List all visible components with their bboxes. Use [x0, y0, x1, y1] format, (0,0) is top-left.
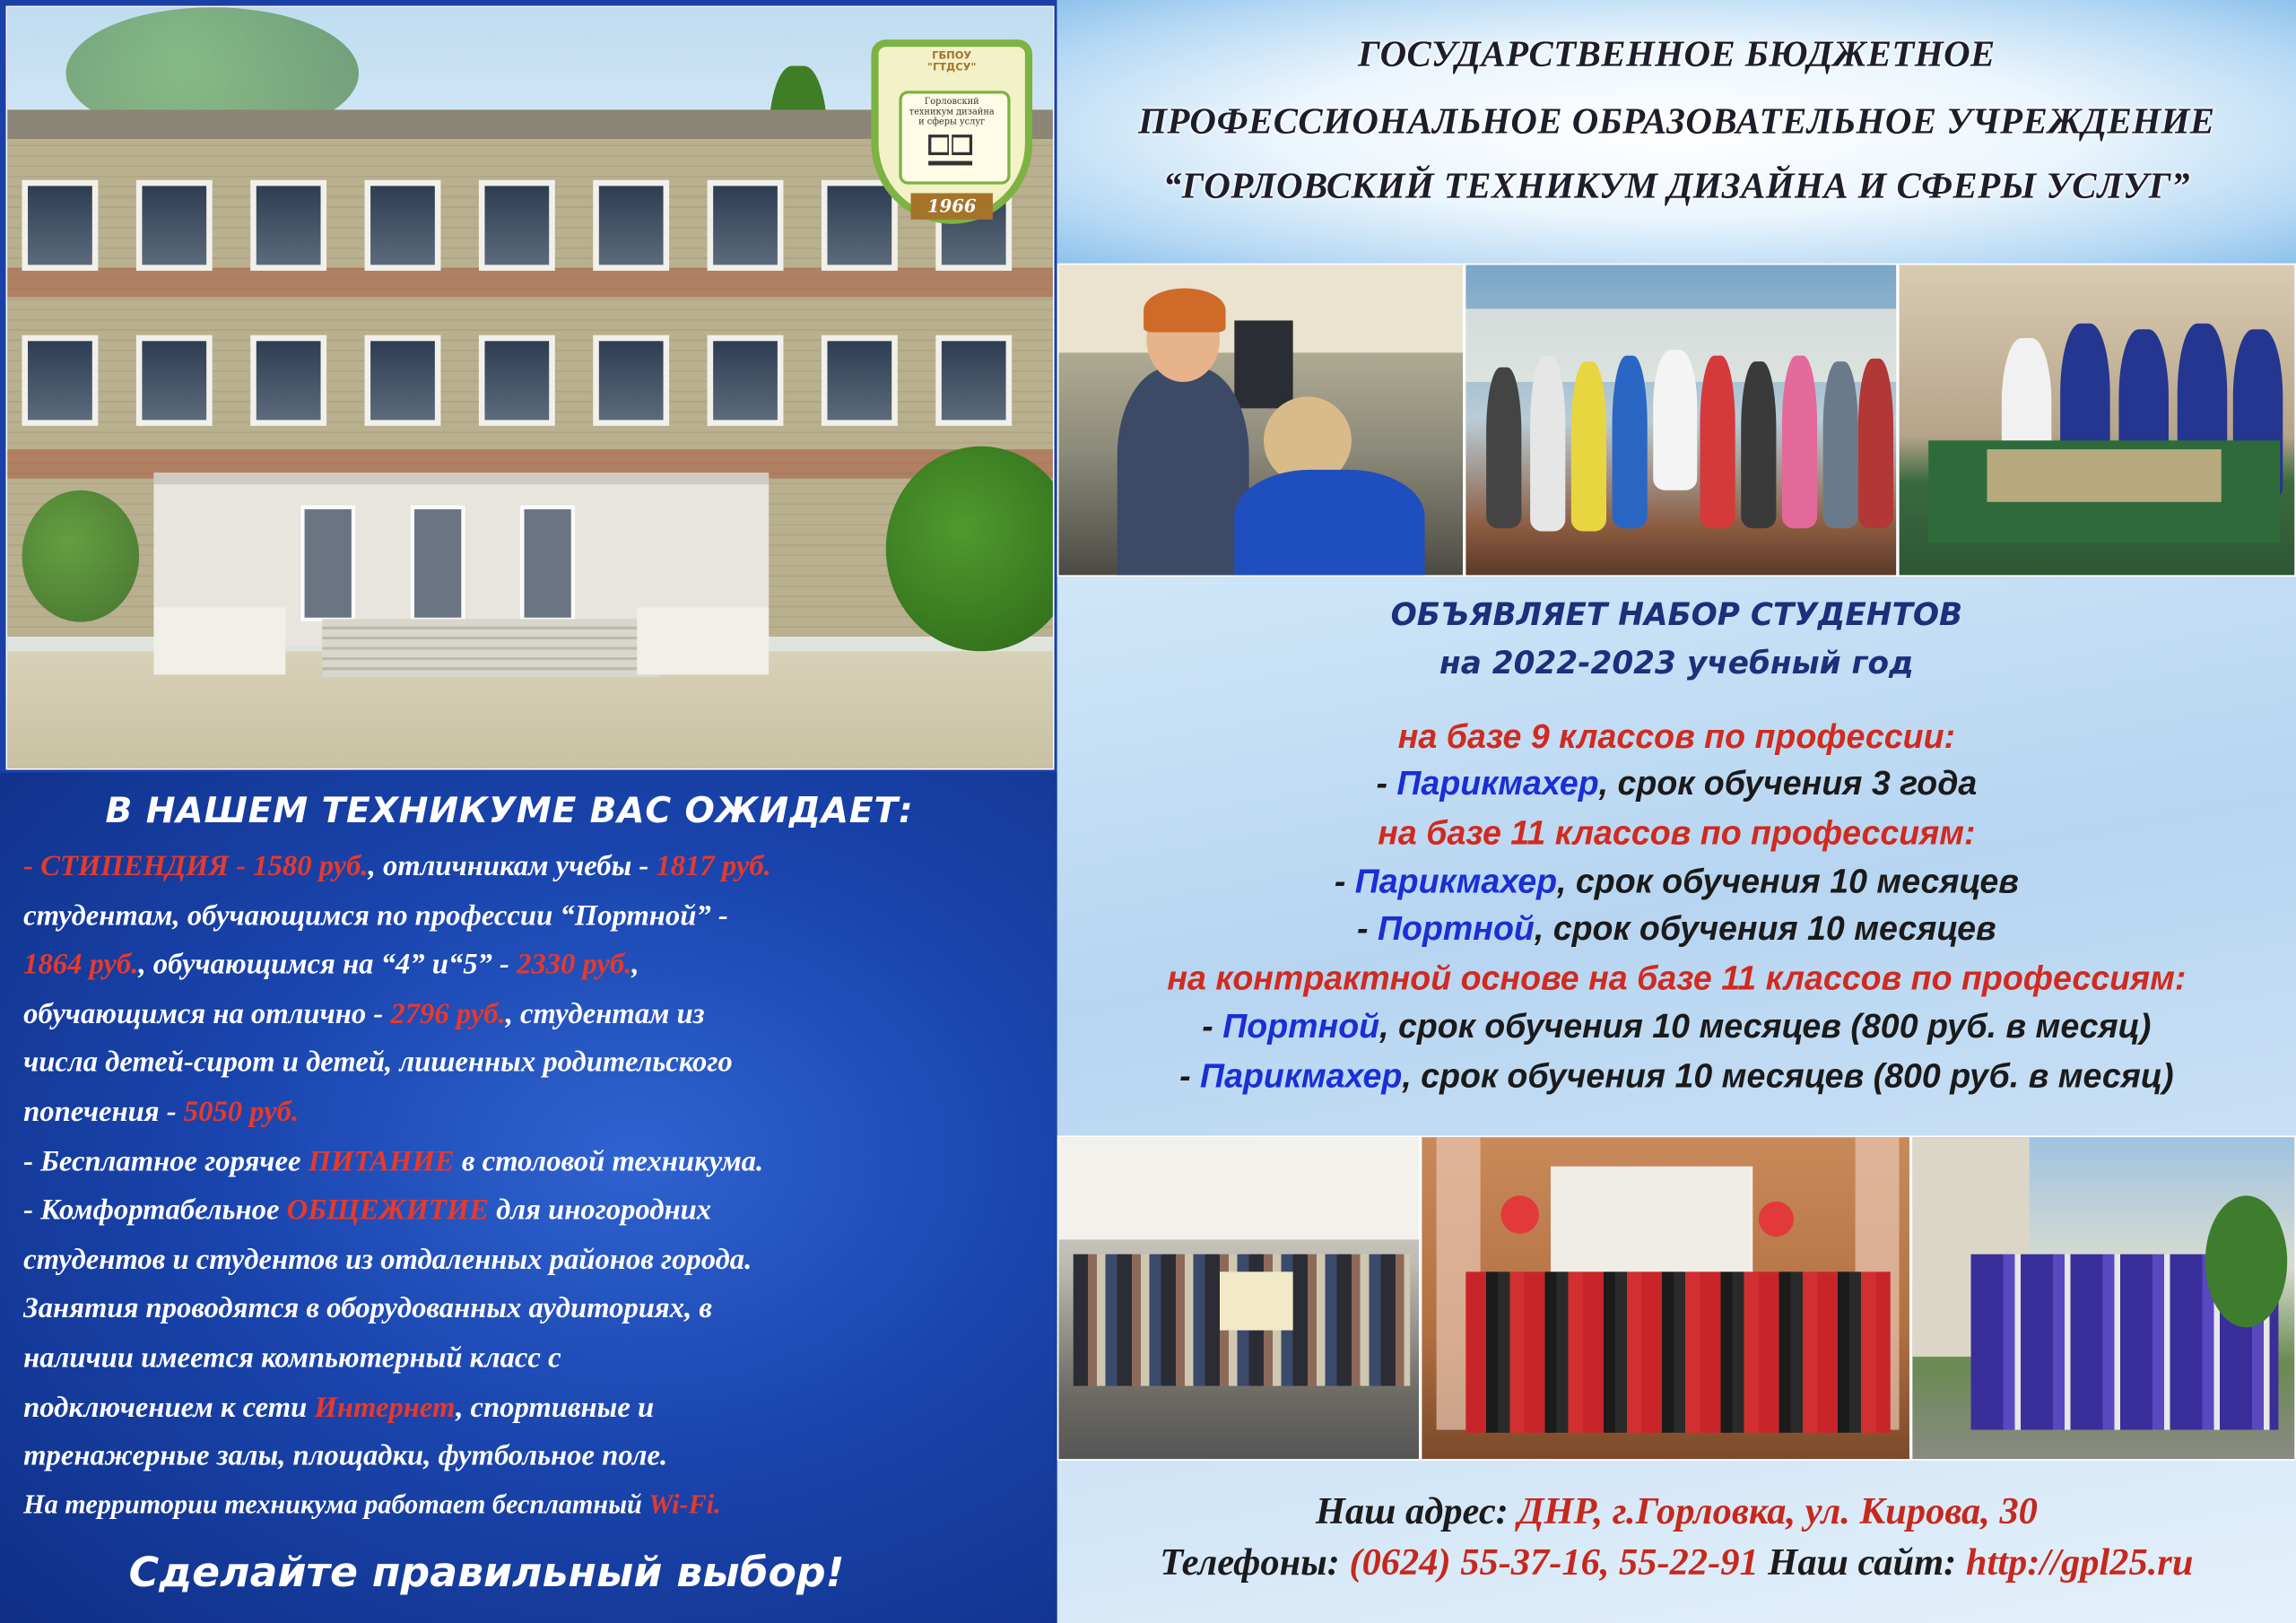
base9-profession-1: - Парикмахер, срок обучения 3 года — [1376, 763, 1978, 803]
highlight-text: 2796 руб. — [390, 997, 506, 1030]
photo-stage-event — [1421, 1136, 1911, 1461]
highlight-text: 2330 руб. — [517, 948, 632, 981]
logo-top-text: ГБПОУ "ГТДСУ" — [927, 49, 977, 74]
benefits-line — [23, 1187, 1048, 1237]
address-line: Наш адрес: ДНР, г.Горловка, ул. Кирова, 30 — [1315, 1489, 2038, 1532]
body-text: , студентам из — [505, 997, 705, 1030]
body-text: обучающимся на отлично - — [23, 997, 391, 1030]
slogan: Сделайте правильный выбор! — [128, 1548, 845, 1597]
highlight-text: СТИПЕНДИЯ - 1580 руб. — [40, 850, 369, 883]
body-text: студентам, обучающимся по профессии “Портной” - — [23, 899, 728, 932]
logo-inner-text: Горловский техникум дизайна и сферы услуг — [909, 96, 995, 127]
body-text: в столовой техникума. — [454, 1145, 764, 1178]
benefits-line — [23, 892, 1048, 942]
body-text: студентов и студентов из отдаленных районов города. — [23, 1243, 752, 1276]
body-text: числа детей-сирот и детей, лишенных родительского — [23, 1046, 733, 1080]
header-line-3: “ГОРЛОВСКИЙ ТЕХНИКУМ ДИЗАЙНА И СФЕРЫ УСЛУГ” — [1162, 167, 2190, 207]
benefits-line — [23, 843, 1048, 892]
photo-hairdresser — [1057, 264, 1465, 577]
benefits-line — [23, 942, 1048, 991]
benefits-line — [23, 1433, 1048, 1482]
logo-year: 1966 — [911, 193, 993, 219]
college-logo — [871, 39, 1032, 224]
header-line-2: ПРОФЕССИОНАЛЬНОЕ ОБРАЗОВАТЕЛЬНОЕ УЧРЕЖДЕНИЕ — [1138, 102, 2215, 143]
photo-tailoring — [1898, 264, 2296, 577]
highlight-text: ПИТАНИЕ — [308, 1145, 455, 1178]
base11-profession-2: - Портной, срок обучения 10 месяцев — [1357, 908, 1996, 947]
body-text: тренажерные залы, площадки, футбольное поле. — [23, 1440, 668, 1473]
phone-numbers[interactable]: (0624) 55-37-16, 55-22-91 — [1349, 1541, 1759, 1584]
right-column — [1057, 0, 2296, 1623]
body-text: для иногородних — [488, 1194, 712, 1227]
highlight-text: Интернет — [314, 1391, 457, 1424]
photo-group-outdoor — [1057, 1136, 1421, 1461]
photo-cadets — [1911, 1136, 2296, 1461]
highlight-text: ОБЩЕЖИТИЕ — [286, 1194, 489, 1227]
body-text: , спортивные и — [456, 1391, 655, 1424]
body-text: попечения - — [23, 1096, 184, 1129]
body-text: , — [631, 948, 639, 981]
benefits-line — [23, 1237, 1048, 1286]
highlight-text: 1864 руб. — [23, 948, 139, 981]
photo-fashion-show — [1465, 264, 1898, 577]
highlight-text: 5050 руб. — [183, 1096, 300, 1129]
contract-profession-1: - Портной, срок обучения 10 месяцев (800 руб. в месяц) — [1202, 1006, 2152, 1046]
body-text: Занятия проводятся в оборудованных аудиториях, в — [23, 1292, 713, 1325]
benefits-text — [23, 843, 1048, 1532]
building-photo — [6, 6, 1055, 770]
highlight-text: - — [23, 850, 41, 883]
body-text: - Комфортабельное — [23, 1194, 287, 1227]
body-text: На территории техникума работает бесплатный — [23, 1490, 649, 1521]
header-line-1: ГОСУДАРСТВЕННОЕ БЮДЖЕТНОЕ — [1357, 35, 1996, 75]
body-text: , обучающимся на “4” и“5” - — [138, 948, 517, 981]
benefits-line — [23, 1384, 1048, 1433]
contract-profession-2: - Парикмахер, срок обучения 10 месяцев (800 руб. в месяц) — [1179, 1056, 2174, 1095]
contract-heading: на контрактной основе на базе 11 классов по профессиям: — [1167, 959, 2187, 997]
highlight-text: 1817 руб. — [656, 850, 771, 883]
left-column — [0, 0, 1057, 1623]
benefits-line — [23, 1482, 1048, 1532]
body-text: наличии имеется компьютерный класс с — [23, 1341, 561, 1375]
benefits-line — [23, 1089, 1048, 1138]
institution-header — [1057, 0, 2296, 264]
website-link[interactable]: http://gpl25.ru — [1965, 1541, 2194, 1584]
body-text: - Бесплатное горячее — [23, 1145, 309, 1178]
base11-profession-1: - Парикмахер, срок обучения 10 месяцев — [1334, 862, 2019, 900]
benefits-line — [23, 1334, 1048, 1384]
academic-year: на 2022-2023 учебный год — [1439, 645, 1914, 681]
benefits-line — [23, 1039, 1048, 1089]
benefits-panel — [0, 773, 1057, 1623]
announcement-title: ОБЪЯВЛЯЕТ НАБОР СТУДЕНТОВ — [1390, 596, 1963, 633]
benefits-line — [23, 1286, 1048, 1335]
contacts-line: Телефоны: (0624) 55-37-16, 55-22-91 Наш сайт: http://gpl25.ru — [1160, 1541, 2194, 1584]
body-text: , отличникам учебы - — [368, 850, 657, 883]
benefits-line — [23, 991, 1048, 1040]
highlight-text: Wi-Fi. — [648, 1490, 721, 1521]
body-text: подключением к сети — [23, 1391, 315, 1424]
benefits-line — [23, 1138, 1048, 1187]
base9-heading: на базе 9 классов по профессии: — [1397, 716, 1956, 756]
base11-heading: на базе 11 классов по профессиям: — [1378, 813, 1976, 852]
benefits-title: В НАШЕМ ТЕХНИКУМЕ ВАС ОЖИДАЕТ: — [105, 790, 914, 832]
book-icon — [928, 135, 972, 165]
